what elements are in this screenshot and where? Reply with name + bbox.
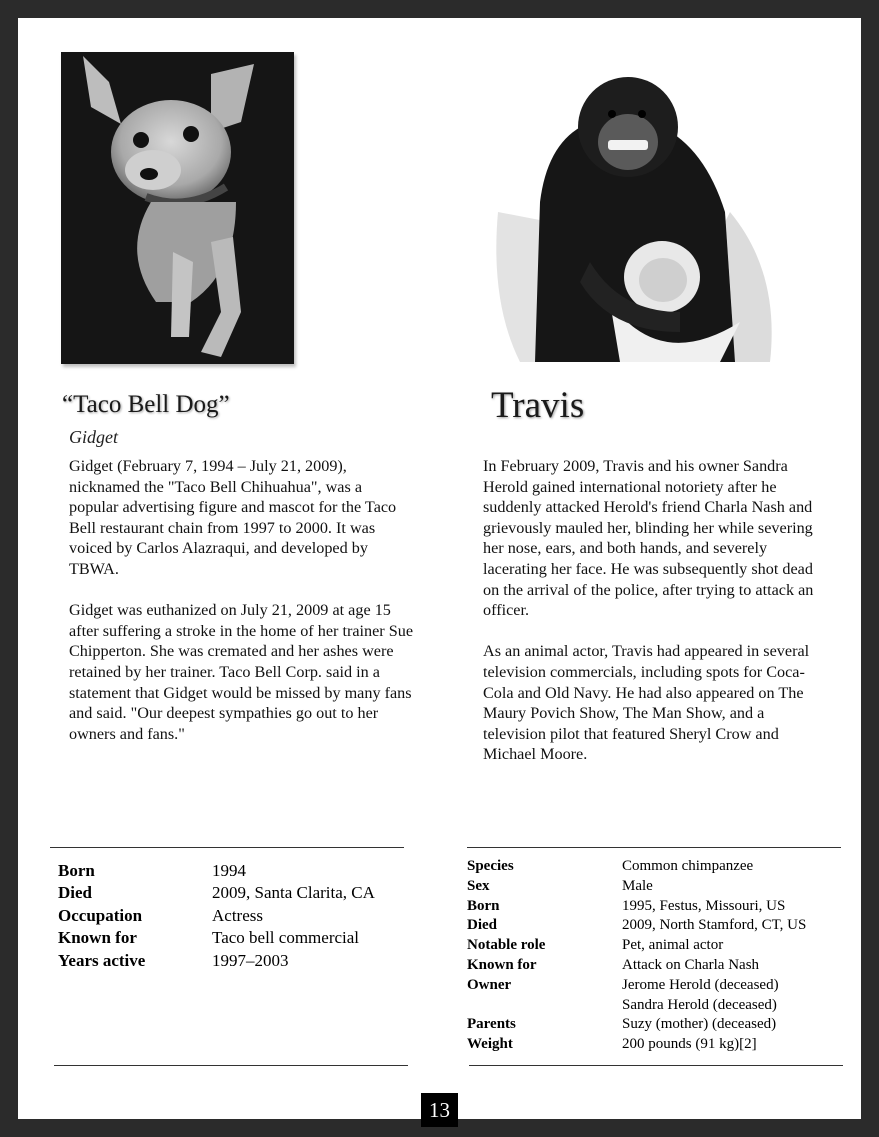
- info-row: [467, 937, 847, 957]
- info-key: Notable role: [467, 937, 546, 954]
- info-row: [467, 878, 847, 898]
- info-value: 1997–2003: [212, 950, 289, 970]
- travis-article: [483, 456, 828, 786]
- info-key: Owner: [467, 976, 512, 993]
- info-value: Male: [622, 877, 653, 894]
- gidget-infobox: [58, 861, 418, 973]
- info-value: Sandra Herold (deceased): [622, 996, 777, 1013]
- info-row: [467, 1036, 847, 1056]
- magazine-page: [18, 18, 861, 1122]
- divider-line: [54, 1065, 408, 1066]
- gidget-title: “Taco Bell Dog”: [62, 391, 230, 418]
- travis-photo: [480, 62, 792, 362]
- divider-line: [467, 847, 841, 848]
- gidget-article: [69, 456, 414, 765]
- gidget-subtitle: Gidget: [69, 427, 118, 447]
- info-row: [58, 928, 418, 950]
- info-row: [467, 977, 847, 997]
- info-value: Taco bell commercial: [212, 928, 360, 948]
- info-key: Occupation: [58, 905, 143, 925]
- travis-paragraph: In February 2009, Travis and his owner Sandra Herold gained international notoriety after he suddenly attacked Herold's friend Charla Nash and grievously mauled her, blinding her while severing her nose, ears, and both hands, and severely lacerating her face. He was subsequently shot dead on the arrival of the police, after trying to attack an officer.: [483, 457, 814, 620]
- info-row: [467, 1016, 847, 1036]
- info-value: 2009, North Stamford, CT, US: [622, 917, 807, 934]
- info-value: Attack on Charla Nash: [622, 956, 760, 973]
- chihuahua-illustration: [61, 52, 294, 364]
- info-value: Actress: [212, 905, 263, 925]
- travis-title: Travis: [491, 385, 585, 426]
- divider-line: [50, 847, 404, 848]
- info-key: Known for: [467, 956, 537, 973]
- info-key: Died: [58, 883, 92, 903]
- info-key: Born: [467, 897, 500, 914]
- info-key: Died: [467, 917, 497, 934]
- gidget-paragraph: Gidget was euthanized on July 21, 2009 at age 15 after suffering a stroke in the home of her trainer Sue Chipperton. She was cremated and her ashes were retained by her trainer. Taco Bell Corp. said in a statement that Gidget would be missed by many fans and said. "Our deepest sympathies go out to her owners and fans.": [69, 601, 414, 743]
- info-value: Jerome Herold (deceased): [622, 976, 779, 993]
- info-key: Sex: [467, 877, 490, 894]
- chimpanzee-illustration: [480, 62, 792, 362]
- info-value: 1994: [212, 861, 246, 880]
- travis-paragraph: As an animal actor, Travis had appeared in several television commercials, including spots for Coca-Cola and Old Navy. He had also appeared on The Maury Povich Show, The Man Show, and a television pilot that featured Sheryl Crow and Michael Moore.: [483, 642, 810, 764]
- page-number: 13: [421, 1093, 458, 1127]
- info-key: Known for: [58, 928, 137, 948]
- travis-infobox: [467, 858, 847, 1056]
- info-row: [467, 957, 847, 977]
- gidget-photo: [61, 52, 294, 364]
- info-row: [467, 898, 847, 918]
- info-key: Born: [58, 861, 95, 880]
- info-key: Parents: [467, 1016, 516, 1033]
- info-key: Species: [467, 858, 514, 874]
- info-row: [467, 858, 847, 878]
- info-row: [467, 917, 847, 937]
- divider-line: [469, 1065, 843, 1066]
- info-row: [58, 861, 418, 883]
- info-value: Suzy (mother) (deceased): [622, 1016, 777, 1033]
- info-row: [58, 883, 418, 905]
- info-value: 2009, Santa Clarita, CA: [212, 883, 375, 903]
- info-row: [58, 951, 418, 973]
- info-row: [467, 997, 847, 1017]
- info-value: 200 pounds (91 kg)[2]: [622, 1036, 757, 1053]
- info-value: 1995, Festus, Missouri, US: [622, 897, 786, 914]
- info-key: Years active: [58, 950, 146, 970]
- info-value: Pet, animal actor: [622, 937, 724, 954]
- info-value: Common chimpanzee: [622, 858, 754, 874]
- gidget-paragraph: Gidget (February 7, 1994 – July 21, 2009), nicknamed the "Taco Bell Chihuahua", was a popular advertising figure and mascot for the Taco Bell restaurant chain from 1997 to 2000. It was voiced by Carlos Alazraqui, and developed by TBWA.: [69, 457, 397, 578]
- info-row: [58, 906, 418, 928]
- info-key: Weight: [467, 1036, 513, 1053]
